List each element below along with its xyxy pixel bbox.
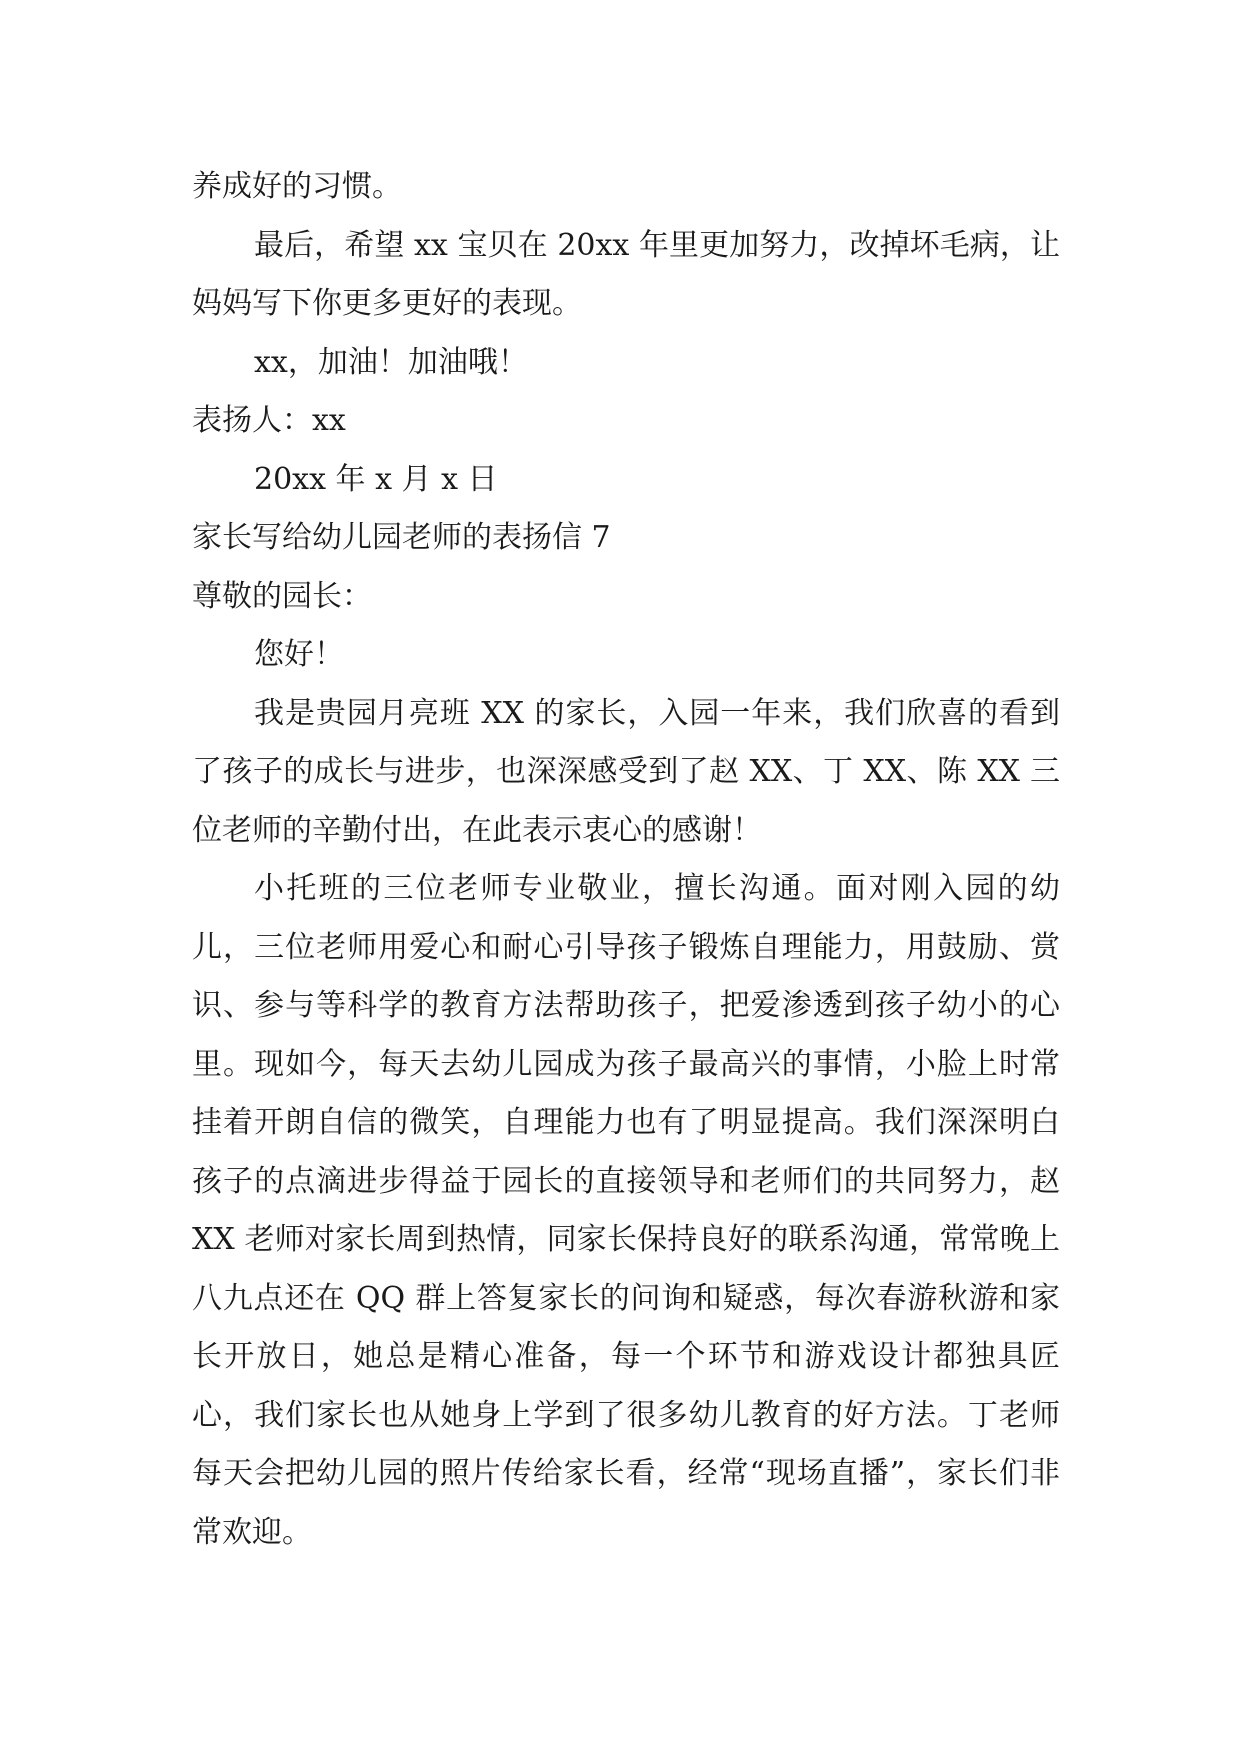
salutation: 尊敬的园长： — [192, 578, 372, 614]
paragraph-final-wish: 最后，希望 xx 宝贝在 20xx 年里更加努力，改掉坏毛病，让妈妈写下你更多更好的表现。 — [192, 227, 1060, 321]
paragraph-closing-line: 养成好的习惯。 — [192, 169, 402, 204]
greeting: 您好！ — [254, 637, 344, 672]
paragraph-signer: 表扬人：xx — [192, 403, 346, 438]
body-paragraph-teachers: 小托班的三位老师专业敬业，擅长沟通。面对刚入园的幼儿，三位老师用爱心和耐心引导孩子锻炼自理能力，用鼓励、赏识、参与等科学的教育方法帮助孩子，把爱渗透到孩子幼小的心里。现如今，每天去幼儿园成为孩子最高兴的事情，小脸上时常挂着开朗自信的微笑，自理能力也有了明显提高。我们深深明白孩子的点滴进步得益于园长的直接领导和老师们的共同努力，赵 XX 老师对家长周到热情，同家长保持良好的联系沟通，常常晚上八九点还在 QQ 群上答复家长的问询和疑惑，每次春游秋游和家长开放日，她总是精心准备，每一个环节和游戏设计都独具匠心，我们家长也从她身上学到了很多幼儿教育的好方法。丁老师每天会把幼儿园的照片传给家长看，经常“现场直播”，家长们非常欢迎。 — [192, 871, 1060, 1550]
section-title: 家长写给幼儿园老师的表扬信 7 — [192, 520, 611, 555]
paragraph-cheer: xx，加油！加油哦！ — [254, 344, 528, 380]
paragraph-date: 20xx 年 x 月 x 日 — [254, 461, 498, 497]
body-paragraph-intro: 我是贵园月亮班 XX 的家长，入园一年来，我们欣喜的看到了孩子的成长与进步，也深深感受到了赵 XX、丁 XX、陈 XX 三位老师的辛勤付出，在此表示衷心的感谢！ — [192, 695, 1060, 848]
document-body — [192, 158, 1060, 1562]
